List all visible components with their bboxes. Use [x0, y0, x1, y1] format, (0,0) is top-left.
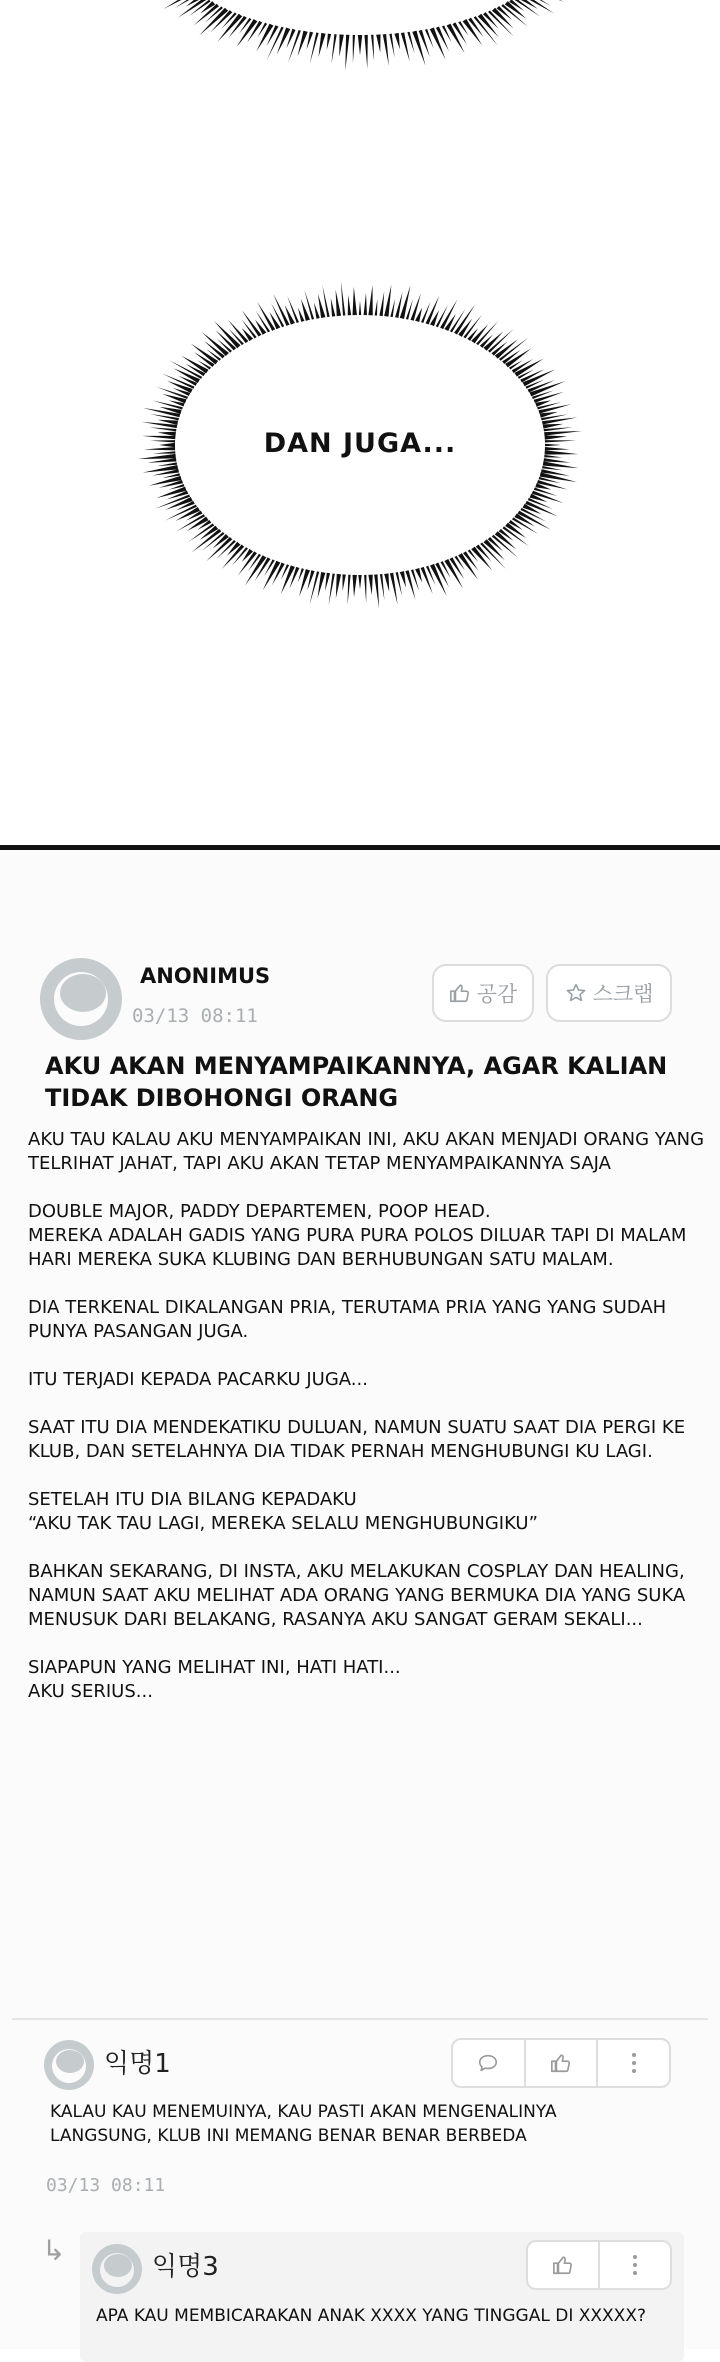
- speech-burst-top: [127, 0, 590, 71]
- reply-arrow-icon: ↳: [42, 2234, 66, 2267]
- burst-line: [384, 285, 391, 317]
- burst-line: [543, 461, 579, 468]
- burst-line: [421, 567, 433, 594]
- comment-author-name: 익명1: [104, 2049, 171, 2079]
- burst-line: [364, 575, 366, 603]
- burst-line: [217, 14, 242, 42]
- burst-line: [331, 298, 336, 316]
- post-timestamp: 03/13 08:11: [132, 1005, 258, 1027]
- comment-avatar: [44, 2040, 94, 2090]
- post-title: AKU AKAN MENYAMPAIKANNYA, AGAR KALIAN TIDAK DIBOHONGI ORANG: [45, 1052, 668, 1112]
- burst-line: [376, 34, 380, 52]
- burst-line: [390, 299, 395, 317]
- reply-text: APA KAU MEMBICARAKAN ANAK XXXX YANG TINGGAL DI XXXXX?: [96, 2306, 646, 2326]
- burst-line: [368, 575, 372, 595]
- like-button[interactable]: [432, 964, 534, 1022]
- reply-avatar: [92, 2244, 142, 2294]
- burst-line: [358, 35, 362, 55]
- burst-line: [342, 574, 345, 590]
- bubble-text: DAN JUGA...: [263, 428, 457, 459]
- burst-line: [379, 292, 384, 316]
- burst-line: [400, 571, 406, 587]
- burst-line: [277, 28, 290, 55]
- burst-line: [401, 32, 410, 62]
- thumbs-up-icon: [552, 2254, 574, 2276]
- burst-line: [348, 575, 351, 605]
- burst-line: [358, 575, 361, 589]
- burst-line: [298, 568, 304, 582]
- more-vertical-icon: [632, 2254, 638, 2276]
- comment-bubble-icon: [477, 2052, 499, 2074]
- reply-author-name: 익명3: [152, 2252, 219, 2282]
- burst-line: [480, 542, 506, 569]
- more-vertical-icon: [631, 2052, 637, 2074]
- burst-line: [390, 573, 398, 605]
- burst-line: [206, 537, 232, 561]
- burst-line: [202, 332, 229, 356]
- burst-line: [191, 344, 218, 365]
- burst-line: [383, 34, 389, 66]
- star-icon: [565, 982, 587, 1004]
- burst-line: [345, 35, 349, 71]
- burst-line: [157, 462, 177, 466]
- comic-panel: [0, 0, 720, 845]
- post-author-name: ANONIMUS: [140, 964, 271, 988]
- burst-line: [192, 529, 222, 553]
- burst-line: [317, 572, 325, 598]
- burst-line: [318, 33, 325, 57]
- burst-line: [331, 34, 336, 64]
- burst-line: [339, 34, 344, 56]
- burst-line: [353, 575, 357, 597]
- comment-actions: [451, 2038, 671, 2088]
- burst-line: [329, 574, 335, 606]
- burst-line: [214, 321, 240, 348]
- burst-line: [353, 35, 355, 63]
- burst-line: [288, 30, 301, 63]
- burst-line: [407, 32, 414, 54]
- burst-line: [306, 32, 313, 50]
- like-label: 공감: [476, 982, 518, 1006]
- burst-line: [156, 487, 186, 499]
- reply-actions: [526, 2240, 672, 2290]
- burst-line: [325, 573, 330, 591]
- burst-line: [272, 563, 285, 586]
- burst-line: [314, 302, 320, 318]
- burst-line: [327, 34, 331, 50]
- burst-line: [436, 305, 448, 328]
- burst-line: [384, 573, 389, 591]
- burst-line: [353, 287, 357, 315]
- burst-line: [371, 35, 374, 61]
- comment-text: KALAU KAU MENEMUINYA, KAU PASTI AKAN MENGENALINYA LANGSUNG, KLUB INI MEMANG BENAR BENAR BERBEDA: [50, 2102, 557, 2146]
- burst-line: [368, 285, 372, 315]
- reply-button[interactable]: [453, 2040, 524, 2086]
- burst-line: [499, 338, 528, 361]
- burst-line: [341, 282, 345, 316]
- burst-line: [430, 28, 446, 60]
- comment-more-button[interactable]: [596, 2040, 669, 2086]
- burst-line: [359, 301, 361, 315]
- reply-like-button[interactable]: [528, 2242, 598, 2288]
- burst-line: [394, 33, 400, 49]
- comment-timestamp: 03/13 08:11: [46, 2175, 166, 2196]
- thumbs-up-icon: [449, 982, 471, 1004]
- burst-line: [364, 293, 367, 315]
- burst-line: [336, 290, 342, 316]
- burst-line: [488, 329, 514, 353]
- thumbs-up-icon: [550, 2052, 572, 2074]
- scrap-label: 스크랩: [592, 982, 654, 1006]
- burst-line: [348, 295, 351, 315]
- burst-line: [374, 574, 379, 608]
- burst-line: [375, 299, 378, 315]
- burst-line: [492, 535, 518, 558]
- reply-more-button[interactable]: [598, 2242, 670, 2288]
- burst-line: [199, 8, 228, 36]
- comments-divider: [12, 2018, 708, 2020]
- scrap-button[interactable]: [546, 964, 672, 1022]
- burst-line: [396, 572, 403, 596]
- burst-line: [336, 574, 341, 598]
- burst-line: [364, 35, 367, 69]
- comment-like-button[interactable]: [524, 2040, 597, 2086]
- burst-line: [194, 4, 219, 26]
- burst-line: [501, 4, 528, 27]
- burst-line: [380, 574, 385, 600]
- burst-line: [389, 34, 394, 58]
- post-author-avatar: [40, 958, 122, 1040]
- post-body: AKU TAU KALAU AKU MENYAMPAIKAN INI, AKU AKAN MENJADI ORANG YANG TELRIHAT JAHAT, TAPI AKU AKAN TETAP MENYAMPAIKANNYA SAJA DOUBLE MAJOR, PADDY DEPARTEMEN, POOP HEAD. MEREKA ADALAH GADIS YANG PURA PURA POLOS DILUAR TAPI DI MALAM HARI MEREKA SUKA KLUBING DAN BERHUBUNGAN SATU MALAM. DIA TERKENAL DIKALANGAN PRIA, TERUTAMA PRIA YANG YANG SUDAH PUNYA PASANGAN JUGA. ITU TERJADI KEPADA PACARKU JUGA... SAAT ITU DIA MENDEKATIKU DULUAN, NAMUN SUATU SAAT DIA PERGI KE KLUB, DAN SETELAHNYA DIA TIDAK PERNAH MENGHUBUNGI KU LAGI. SETELAH ITU DIA BILANG KEPADAKU “AKU TAK TAU LAGI, MEREKA SELALU MENGHUBUNGIKU” BAHKAN SEKARANG, DI INSTA, AKU MELAKUKAN COSPLAY DAN HEALING, NAMUN SAAT AKU MELIHAT ADA ORANG YANG BERMUKA DIA YANG SUKA MENUSUK DARI BELAKANG, RASANYA AKU SANGAT GERAM SEKALI... SIAPAPUN YANG MELIHAT INI, HATI HATI... AKU SERIUS...: [28, 1129, 705, 1702]
